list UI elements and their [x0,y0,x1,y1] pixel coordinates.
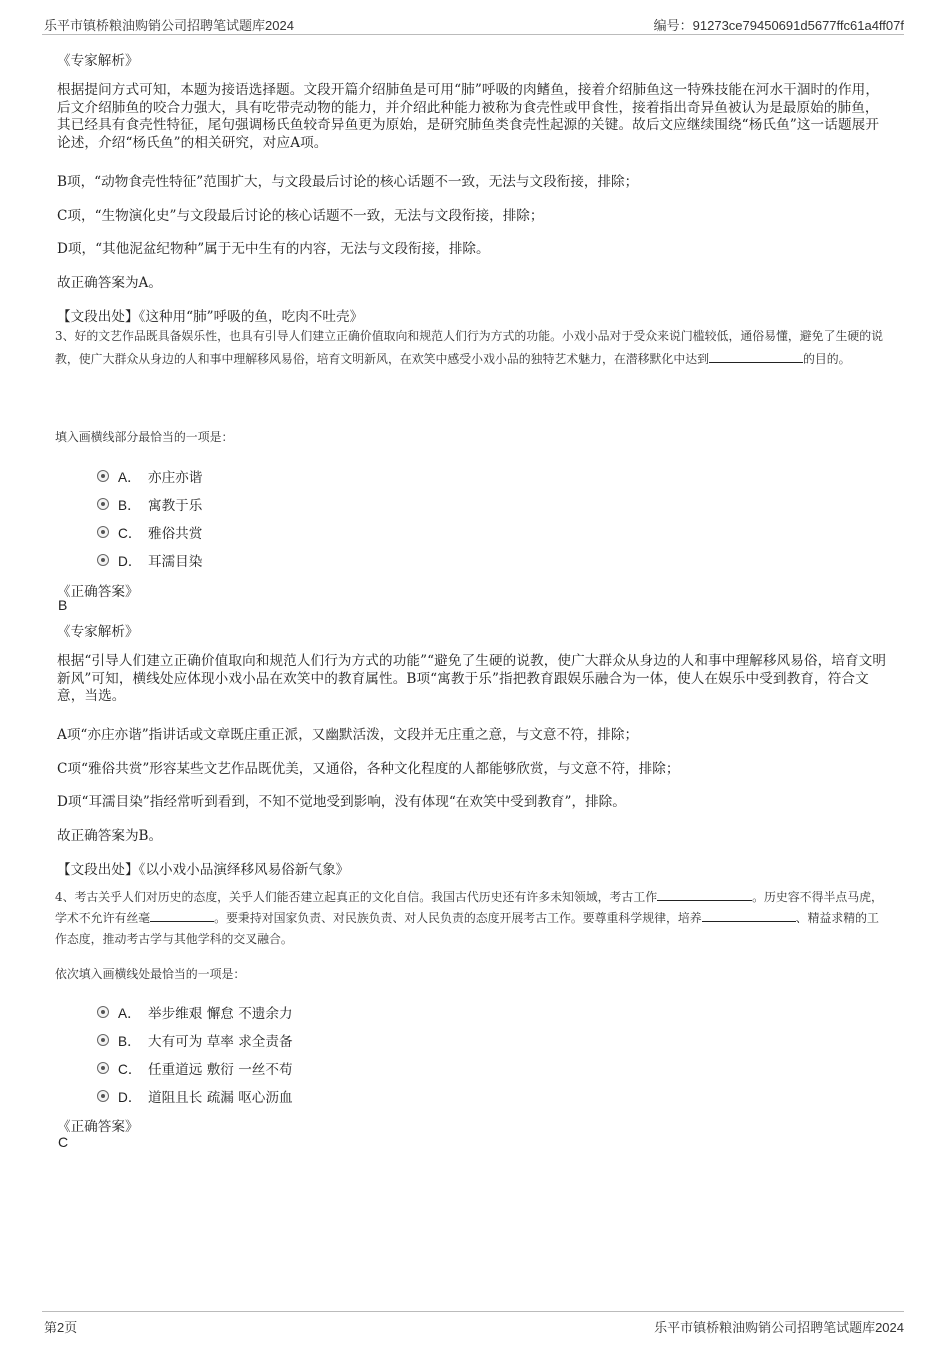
q2-source: 【文段出处】《这种用“肺”呼吸的鱼，吃肉不吐壳》 [57,309,364,325]
q2-expert-label: 《专家解析》 [57,53,139,69]
radio-icon[interactable] [97,1062,109,1074]
radio-icon[interactable] [97,498,109,510]
q2-option-c-analysis: C项，“生物演化史”与文段最后讨论的核心话题不一致，无法与文段衔接，排除； [57,208,544,224]
q4-stem: 4、考古关乎人们对历史的态度，关乎人们能否建立起真正的文化自信。我国古代历史还有许多未知领域，考古工作 。历史容不得半点马虎，学术不允许有丝毫 。要秉持对国家负责、对民族负责、对人民负责的态度开展考古工作。要尊重科学规律，培养 、精益求精的工作态度，推动考古学与其他学科的交叉融合。 [55,890,883,946]
q4-answer-label: 《正确答案》 [57,1119,139,1135]
q3-conclusion: 故正确答案为B。 [57,828,163,844]
q3-answer-label: 《正确答案》 [57,584,139,600]
q3-option-d-analysis: D项“耳濡目染”指经常听到看到，不知不觉地受到影响，没有体现“在欢笑中受到教育”，排除。 [57,794,626,810]
q3-answer: B [58,597,68,613]
q3-prompt: 填入画横线部分最恰当的一项是： [55,430,234,444]
q3-analysis: 根据“引导人们建立正确价值取向和规范人们行为方式的功能”“避免了生硬的说教，使广大群众从身边的人和事中理解移风易俗，培育文明新风”可知，横线处应体现小戏小品在欢笑中的教育属性。B项“寓教于乐”指把教育跟娱乐融合为一体，使人在娱乐中受到教育，符合文意，当选。 [57,653,887,704]
header-title: 乐平市镇桥粮油购销公司招聘笔试题库2024 [44,18,294,33]
radio-icon[interactable] [97,1006,109,1018]
q4-answer: C [58,1134,69,1150]
q3-blank [709,350,803,363]
q4-blank-1 [657,888,752,901]
q3-option-c-analysis: C项“雅俗共赏”形容某些文艺作品既优美，又通俗，各种文化程度的人都能够欣赏，与文意不符，排除； [57,761,680,777]
footer-title: 乐平市镇桥粮油购销公司招聘笔试题库2024 [654,1320,904,1335]
q3-expert-label: 《专家解析》 [57,624,139,640]
radio-icon[interactable] [97,470,109,482]
q2-option-b-analysis: B项，“动物食壳性特征”范围扩大，与文段最后讨论的核心话题不一致，无法与文段衔接，排除； [57,174,639,190]
q4-blank-3 [702,909,796,922]
radio-icon[interactable] [97,1034,109,1046]
page-footer [42,1311,904,1336]
radio-icon[interactable] [97,554,109,566]
q3-source: 【文段出处】《以小戏小品演绎移风易俗新气象》 [57,862,350,878]
page-number: 第2页 [44,1320,78,1335]
q2-conclusion: 故正确答案为A。 [57,275,162,291]
page-header [42,14,904,35]
q3-option-a-analysis: A项“亦庄亦谐”指讲话或文章既庄重正派，又幽默活泼，文段并无庄重之意，与文意不符，排除； [57,727,639,743]
q2-analysis: 根据提问方式可知，本题为接语选择题。文段开篇介绍肺鱼是可用“肺”呼吸的肉鳍鱼，接着介绍肺鱼这一特殊技能在河水干涸时的作用，后文介绍肺鱼的咬合力强大，具有吃带壳动物的能力，并介绍此种能力被称为食壳性或甲食性，接着指出奇异鱼被认为是最原始的肺鱼，其已经具有食壳性特征，尾句强调杨氏鱼较奇异鱼更为原始，是研究肺鱼类食壳性起源的关键。故后文应继续围绕“杨氏鱼”这一话题展开论述，介绍“杨氏鱼”的相关研究，对应A项。 [57,82,880,151]
radio-icon[interactable] [97,1090,109,1102]
header-doc-id: 编号：91273ce79450691d5677ffc61a4ff07f [653,18,904,33]
q3-stem-end: 的目的。 [803,352,851,366]
q3-stem-text: 3、好的文艺作品既具备娱乐性，也具有引导人们建立正确价值取向和规范人们行为方式的功能。小戏小品对于受众来说门槛较低，通俗易懂，避免了生硬的说教，使广大群众从身边的人和事中理解移风易俗，培育文明新风，在欢笑中感受小戏小品的独特艺术魅力，在潜移默化中达到 [55,329,884,366]
q3-stem [55,325,889,371]
radio-icon[interactable] [97,526,109,538]
q2-option-d-analysis: D项，“其他泥盆纪物种”属于无中生有的内容，无法与文段衔接，排除。 [57,241,490,257]
q4-blank-2 [150,909,214,922]
q4-prompt: 依次填入画横线处最恰当的一项是： [55,967,246,981]
